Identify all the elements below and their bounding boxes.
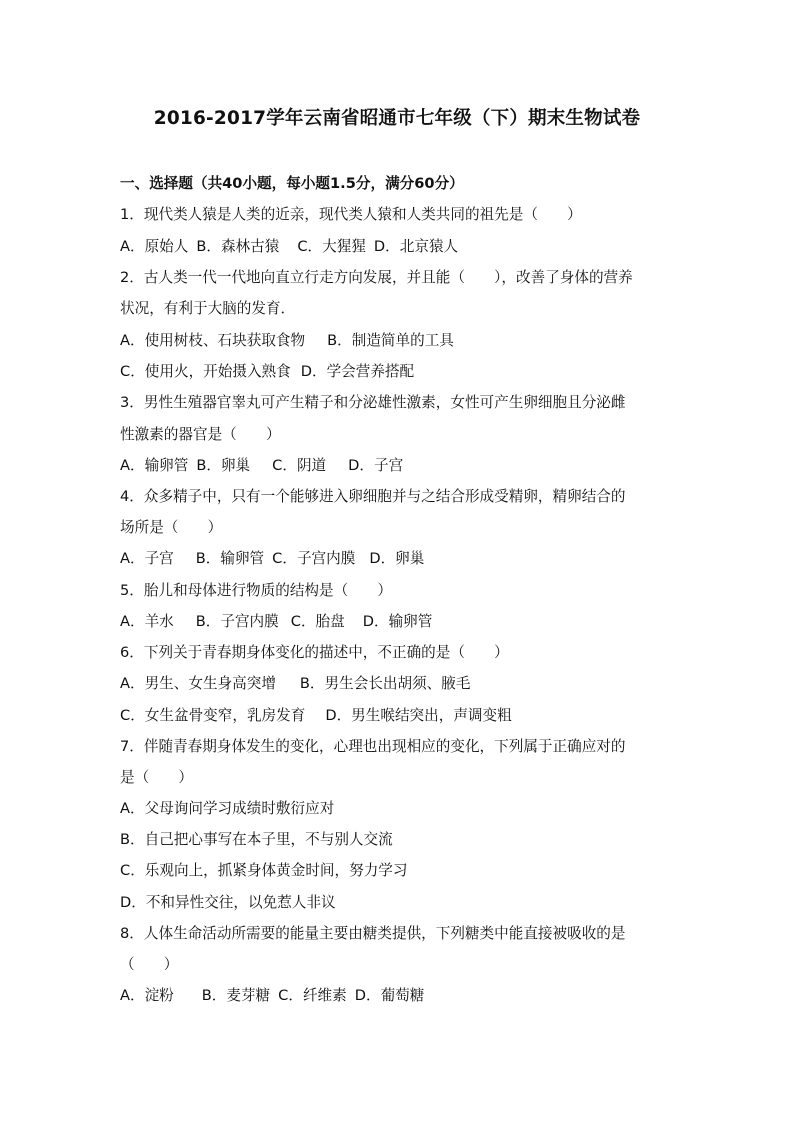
option-c: C．阴道 [272, 457, 327, 474]
question-6-stem: 6．下列关于青春期身体变化的描述中，不正确的是（ ） [120, 644, 509, 661]
question-5-stem: 5．胎儿和母体进行物质的结构是（ ） [120, 582, 392, 599]
question-5-options [120, 612, 432, 632]
question-3-stem-line-2: 性激素的器官是（ ） [120, 426, 281, 443]
option-b: B．麦芽糖 [201, 987, 271, 1004]
option-a: A．输卵管 [120, 457, 189, 474]
option-d: D．子宫 [348, 457, 404, 474]
question-7-option-a: A．父母询问学习成绩时敷衍应对 [120, 800, 335, 817]
question-3-stem-line-1: 3．男性生殖器官睾丸可产生精子和分泌雄性激素，女性可产生卵细胞且分泌雌 [120, 394, 626, 411]
option-c: C．使用火，开始摄入熟食 [120, 363, 291, 380]
option-c: C．胎盘 [290, 613, 345, 630]
option-b: B．输卵管 [195, 550, 265, 567]
question-7-option-b: B．自己把心事写在本子里，不与别人交流 [120, 831, 393, 848]
question-4-stem-line-2: 场所是（ ） [120, 519, 223, 536]
question-2-stem-line-1: 2．古人类一代一代地向直立行走方向发展，并且能（ ），改善了身体的营养 [120, 269, 633, 286]
question-4-options [120, 549, 424, 569]
question-3-options [120, 456, 403, 476]
option-a: A．男生、女生身高突增 [120, 675, 276, 692]
option-a: A．使用树枝、石块获取食物 [120, 332, 306, 349]
option-c: C．子宫内膜 [272, 550, 356, 567]
option-a: A．子宫 [120, 550, 174, 567]
question-4-stem-line-1: 4．众多精子中，只有一个能够进入卵细胞并与之结合形成受精卵，精卵结合的 [120, 488, 626, 505]
option-d: D．卵巢 [369, 550, 425, 567]
question-1-stem: 1．现代类人猿是人类的近亲，现代类人猿和人类共同的祖先是（ ） [120, 206, 582, 223]
option-d: D．学会营养搭配 [300, 363, 415, 380]
option-d: D．男生喉结突出，声调变粗 [325, 707, 512, 724]
question-2-options-row-2 [120, 362, 414, 382]
option-a: A．羊水 [120, 613, 174, 630]
section-heading: 一、选择题（共40小题，每小题1.5分，满分60分） [120, 175, 464, 192]
question-1-options [120, 237, 458, 257]
option-a: A．原始人 [120, 238, 189, 255]
option-c: C．女生盆骨变窄，乳房发育 [120, 707, 306, 724]
option-c: C．纤维素 [278, 987, 347, 1004]
option-c: C．大猩猩 [297, 238, 366, 255]
question-7-option-c: C．乐观向上，抓紧身体黄金时间，努力学习 [120, 862, 408, 879]
question-7-stem-line-2: 是（ ） [120, 769, 193, 786]
option-b: B．子宫内膜 [195, 613, 279, 630]
option-d: D．葡萄糖 [354, 987, 425, 1004]
option-d: D．北京猿人 [373, 238, 459, 255]
option-d: D．输卵管 [362, 613, 433, 630]
question-8-options [120, 986, 424, 1006]
question-2-stem-line-2: 状况，有利于大脑的发育． [120, 300, 296, 317]
option-b: B．制造简单的工具 [327, 332, 454, 349]
option-a: A．淀粉 [120, 987, 174, 1004]
option-b: B．森林古猿 [196, 238, 280, 255]
question-8-stem-line-2: （ ） [120, 956, 179, 973]
question-6-options-row-1 [120, 674, 470, 694]
option-b: B．男生会长出胡须、腋毛 [299, 675, 471, 692]
question-7-stem-line-1: 7．伴随青春期身体发生的变化，心理也出现相应的变化，下列属于正确应对的 [120, 738, 626, 755]
question-2-options-row-1 [120, 331, 454, 351]
question-6-options-row-2 [120, 706, 512, 726]
question-8-stem-line-1: 8．人体生命活动所需要的能量主要由糖类提供，下列糖类中能直接被吸收的是 [120, 925, 626, 942]
question-7-option-d: D．不和异性交往，以免惹人非议 [120, 894, 336, 911]
option-b: B．卵巢 [196, 457, 251, 474]
page-title: 2016-2017学年云南省昭通市七年级（下）期末生物试卷 [153, 108, 641, 129]
